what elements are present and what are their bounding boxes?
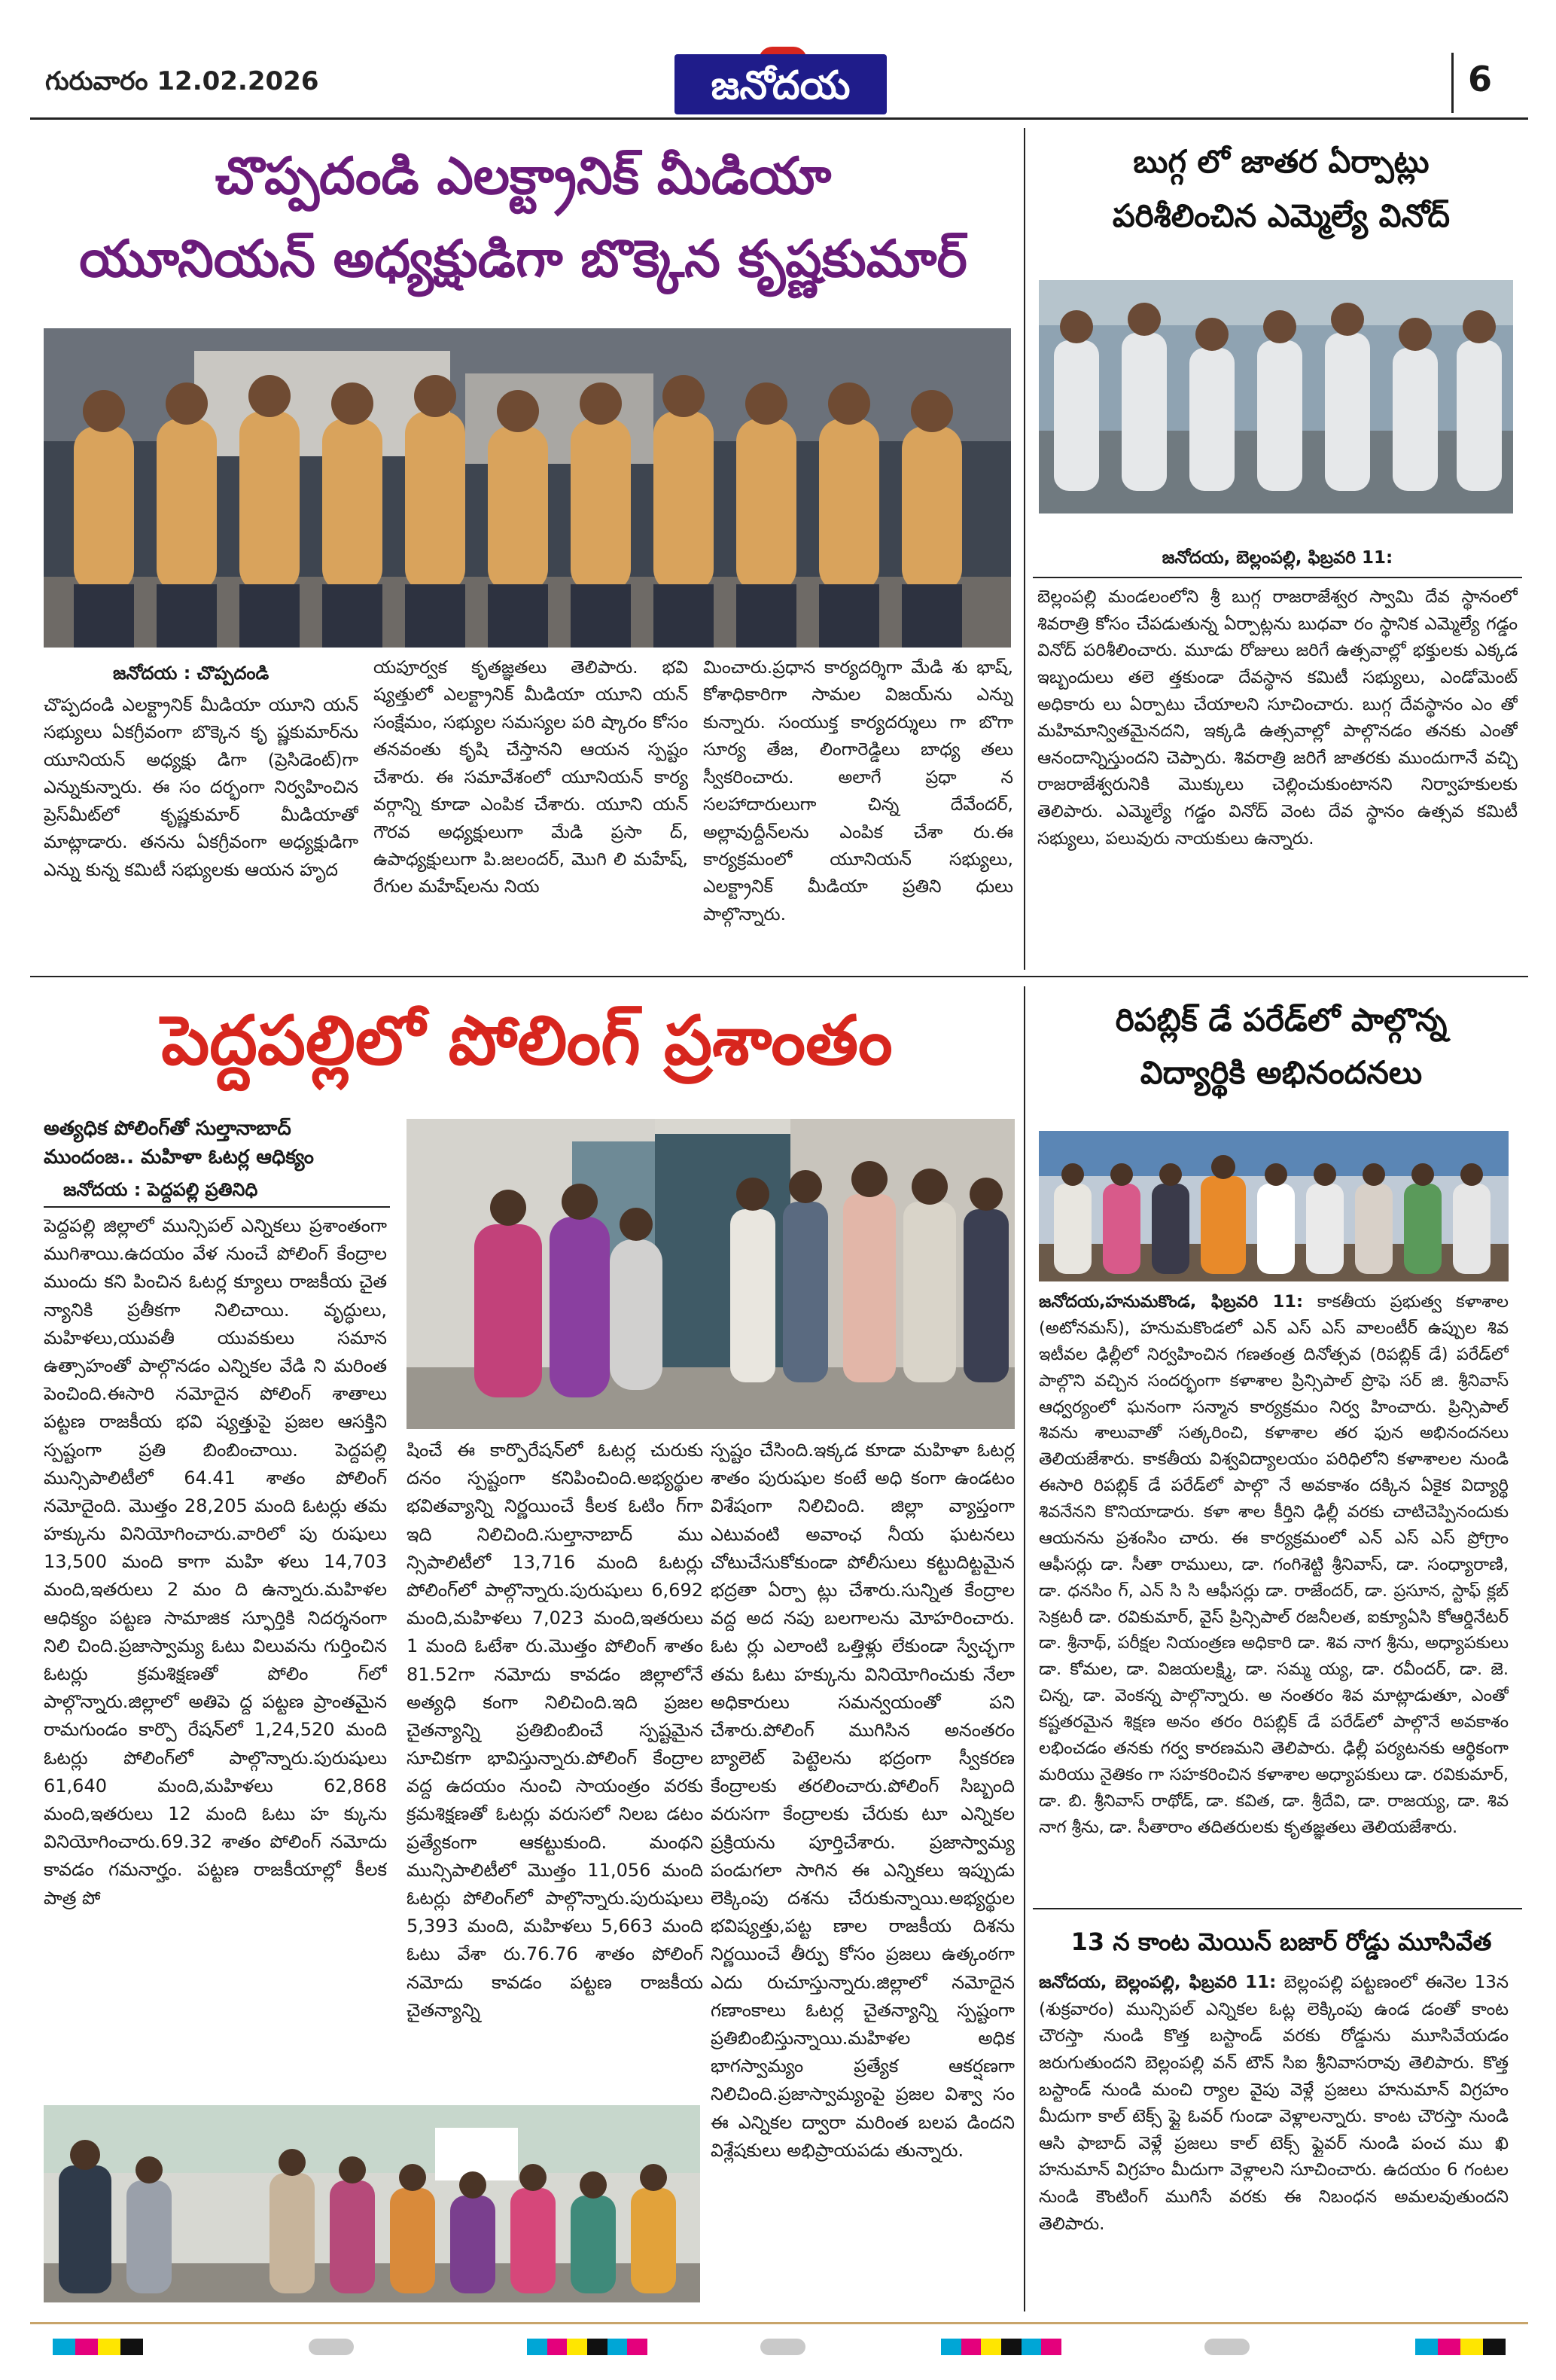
felicitation-image (1039, 1131, 1509, 1281)
story4-headline-line1: రిపబ్లిక్ డే పరేడ్‌లో పాల్గొన్న (1115, 1001, 1448, 1038)
story4-body (1039, 1289, 1509, 1897)
footer-rule (30, 2322, 1528, 2324)
story2-dateline: జనోదయ, బెల్లంపల్లి, ఫిబ్రవరి 11: (1162, 548, 1393, 568)
story3-dateline: జనోదయ : పెద్దపల్లి ప్రతినిధి (63, 1179, 258, 1200)
registration-bar-center-left (527, 2339, 647, 2355)
registration-bar-right (1415, 2339, 1506, 2355)
story4-photo (1039, 1131, 1509, 1281)
registration-mark-center-icon (760, 2339, 805, 2355)
page-number: 6 (1468, 59, 1493, 99)
story1-headline-line2: యూనియన్ అధ్యక్షుడిగా బొక్కెన కృష్ణకుమార్ (79, 230, 967, 289)
story2-body: బెల్లంపల్లి మండలంలోని శ్రీ బుగ్గ రాజరాజేశ్వర స్వామి దేవ స్థానంలో శివరాత్రి కోసం చేపడుతున్న ఏర్పాట్లను బుధవా రం స్థానిక ఎమ్మెల్యే గడ్డం వినోద్ పరిశీలించారు. మూడు రోజులు జరిగే ఉత్సవాల్లో భక్తులకు ఎక్కడ ఇబ్బందులు తలె త్తకుండా దేవస్థాన కమిటీ సభ్యులు, ఎండోమెంట్ అధికారు లు ఏర్పాటు చేయాలని సూచించారు. బుగ్గ దేవస్థానం ఎం తో మహిమాన్వితమైనదని, ఇక్కడి ఉత్సవాల్లో పాల్గొనడం తనకు ఎంతో ఆనందాన్నిస్తుందని చెప్పారు. శివరాత్రి జరిగే జాతరకు ముందుగానే వచ్చి రాజరాజేశ్వరునికి మొక్కులు చెల్లించుకుంటానని నిర్వాహకులకు తెలిపారు. ఎమ్మెల్యే గడ్డం వినోద్ వెంట దేవ స్థానం ఉత్సవ కమిటీ సభ్యులు, పలువురు నాయకులు ఉన్నారు. (1037, 587, 1518, 849)
polling-queue-image (407, 1119, 1015, 1429)
story2-photo (1039, 280, 1513, 513)
page-number-divider (1451, 53, 1454, 113)
story5-dateline: జనోదయ, బెల్లంపల్లి, ఫిబ్రవరి 11: (1039, 1973, 1277, 1992)
temple-visit-image (1039, 280, 1513, 513)
story2-rule (1033, 577, 1522, 578)
header-rule (30, 117, 1528, 120)
registration-bar-left (53, 2339, 143, 2355)
story2-headline-line1: బుగ్గ లో జాతర ఏర్పాట్లు (1133, 143, 1430, 180)
story3-polling-photo (407, 1119, 1015, 1429)
story5-body (1039, 1970, 1509, 2308)
story1-col1: చొప్పదండి ఎలక్ట్రానిక్ మీడియా యూని యన్ సభ్యులు ఏకగ్రీవంగా బొక్కెన కృ ష్ణకుమార్‌ను యూనియన్ అధ్యక్షు డిగా (ప్రెసిడెంట్)గా ఎన్నుకున్నారు. ఈ సం దర్భంగా నిర్వహించిన ప్రెస్‌మీట్‌లో కృష్ణకుమార్ మీడియాతో మాట్లాడారు. తనను ఏకగ్రీవంగా అధ్యక్షుడిగా ఎన్ను కున్న కమిటీ సభ్యులకు ఆయన హృద (44, 694, 358, 880)
story2-headline-line2: పరిశీలించిన ఎమ్మెల్యే వినోద్ (1112, 197, 1451, 234)
story5-top-rule (1033, 1908, 1522, 1909)
registration-bar-center-right (941, 2339, 1061, 2355)
story4-dateline: జనోదయ,హనుమకొండ, ఫిబ్రవరి 11: (1039, 1292, 1303, 1312)
story1-photo (44, 328, 1011, 648)
story3-col3: స్పష్టం చేసింది.ఇక్కడ కూడా మహిళా ఓటర్ల శాతం పురుషుల కంటే అధి కంగా ఉండటం విశేషంగా నిలిచింది. జిల్లా వ్యాప్తంగా ఎటువంటి అవాంఛ నీయ ఘటనలు చోటుచేసుకోకుండా పోలీసులు కట్టుదిట్టమైన భద్రతా ఏర్పా ట్లు చేశారు.సున్నిత కేంద్రాల వద్ద అద నపు బలగాలను మోహరించారు. ఓట ర్లు ఎలాంటి ఒత్తిళ్లు లేకుండా స్వేచ్ఛగా తమ ఓటు హక్కును వినియోగించుకు నేలా అధికారులు సమన్వయంతో పని చేశారు.పోలింగ్ ముగిసిన అనంతరం బ్యాలెట్ పెట్టెలను భద్రంగా స్వీకరణ కేంద్రాలకు తరలించారు.పోలింగ్ సిబ్బంది వరుసగా కేంద్రాలకు చేరుకు టూ ఎన్నికల ప్రక్రియను పూర్తిచేశారు. ప్రజాస్వామ్య పండుగలా సాగిన ఈ ఎన్నికలు ఇప్పుడు లెక్కింపు దశను చేరుకున్నాయి.అభ్యర్థుల భవిష్యత్తు,పట్ట ణాల రాజకీయ దిశను నిర్ణయించే తీర్పు కోసం ప్రజలు ఉత్కంఠగా ఎదు రుచూస్తున్నారు.జిల్లాలో నమోదైన గణాంకాలు ఓటర్ల చైతన్యాన్ని స్పష్టంగా ప్రతిబింబిస్తున్నాయి.మహిళల అధిక భాగస్వామ్యం ప్రత్యేక ఆకర్షణగా నిలిచింది.ప్రజాస్వామ్యంపై ప్రజల విశ్వా సం ఈ ఎన్నికల ద్వారా మరింత బలప డిందని విశ్లేషకులు అభిప్రాయపడు తున్నారు. (711, 1440, 1015, 2161)
story1-col2: యపూర్వక కృతజ్ఞతలు తెలిపారు. భవి ష్యత్తులో ఎలక్ట్రానిక్ మీడియా యూని యన్ సంక్షేమం, సభ్యుల సమస్యల పరి ష్కారం కోసం తనవంతు కృషి చేస్తానని ఆయన స్పష్టం చేశారు. ఈ సమావేశంలో యూనియన్ కార్య వర్గాన్ని కూడా ఎంపిక చేశారు. యూని యన్ గౌరవ అధ్యక్షులుగా మేడి ప్రసా ద్, ఉపాధ్యక్షులుగా పి.జలందర్, మొగి లి మహేష్, రేగుల మహేష్‌లను నియ (373, 657, 688, 897)
story5-body-text: బెల్లంపల్లి పట్టణంలో ఈనెల 13న (శుక్రవారం) మున్సిపల్ ఎన్నికల ఓట్ల లెక్కింపు ఉండ డంతో కాంట చౌరస్తా నుండి కొత్త బస్టాండ్ వరకు రోడ్డును మూసివేయడం జరుగుతుందని బెల్లంపల్లి వన్ టౌన్ సిఐ శ్రీనివాసరావు తెలిపారు. కొత్త బస్టాండ్ నుండి మంచి ర్యాల వైపు వెళ్లే ప్రజలు హనుమాన్ విగ్రహం మీదుగా కాల్ టెక్స్ ఫ్లై ఓవర్ గుండా వెళ్లాలన్నారు. కాంట చౌరస్తా నుండి ఆసి ఫాబాద్ వెళ్లే ప్రజలు కాల్ టెక్స్ ఫ్లైవర్ నుండి పంచ ము ఖి హనుమాన్ విగ్రహం మీదుగా వెళ్లాలని సూచించారు. ఉదయం 6 గంటల నుండి కౌంటింగ్ ముగిసే వరకు ఈ నిబంధన అమలవుతుందని తెలిపారు. (1039, 1973, 1509, 2234)
registration-mark-icon (309, 2339, 354, 2355)
column-divider-bottom (1024, 986, 1025, 2311)
story3-kicker-line1: అత్యధిక పోలింగ్‌తో సుల్తానాబాద్ (44, 1117, 291, 1140)
story4-body-text: కాకతీయ ప్రభుత్వ కళాశాల (అటోనమస్), హనుమకొండలో ఎన్ ఎస్ ఎస్ వాలంటీర్ ఉప్పుల శివ ఇటీవల ఢిల్లీలో నిర్వహించిన గణతంత్ర దినోత్సవ (రిపబ్లిక్ డే) పరేడ్‌లో పాల్గొని వచ్చిన సందర్భంగా కళాశాల ప్రిన్సిపాల్ ప్రొఫె సర్ జి. శ్రీనివాస్ ఆధ్వర్యంలో ఘనంగా సన్మాన కార్యక్రమం నిర్వ హించారు. ప్రిన్సిపాల్ శివను శాలువాతో సత్కరించి, కళాశాల తర ఫున అభినందనలు తెలియజేశారు. కాకతీయ విశ్వవిద్యాలయం పరిధిలోని కళాశాలల నుండి ఈసారి రిపబ్లిక్ డే పరేడ్‌లో పాల్గొ నే అవకాశం దక్కిన ఏకైక విద్యార్థి శివనేనని కొనియాడారు. కళా శాల కీర్తిని ఢిల్లీ వరకు చాటిచెప్పినందుకు ఆయనను ప్రశంసిం చారు. ఈ కార్యక్రమంలో ఎన్ ఎస్ ఎస్ ప్రోగ్రాం ఆఫీసర్లు డా. సీతా రాములు, డా. గంగిశెట్టి శ్రీనివాస్, డా. సంధ్యారాణి, డా. ధనసిం గ్, ఎన్ సి సి ఆఫీసర్లు డా. రాజేందర్, డా. ప్రసూన, స్టాఫ్ క్లబ్ సెక్రటరీ డా. రవికుమార్, వైస్ ప్రిన్సిపాల్ రజనీలత, ఐక్యూఏసి కోఆర్డినేటర్ డా. శ్రీనాథ్, పరీక్షల నియంత్రణ అధికారి డా. శివ నాగ శ్రీను, అధ్యాపకులు డా. కోమల, డా. విజయలక్ష్మి, డా. సమ్మ య్య, డా. రవీందర్, డా. జె. చిన్న, డా. వెంకన్న పాల్గొన్నారు. అ నంతరం శివ మాట్లాడుతూ, ఎంతో కష్టతరమైన శిక్షణ అనం తరం రిపబ్లిక్ డే పరేడ్‌లో పాల్గొనే అవకాశం లభించడం తనకు గర్వ కారణమని తెలిపారు. ఢిల్లీ పర్యటనకు ఆర్థికంగా మరియు నైతికం గా సహకరించిన కళాశాల అధ్యాపకులు డా. రవికుమార్, డా. బి. శ్రీనివాస్ రాథోడ్, డా. కవిత, డా. శ్రీదేవి, డా. రాజయ్య, డా. శివ నాగ శ్రీను, డా. సీతారాం తదితరులకు కృతజ్ఞతలు తెలియజేశారు. (1039, 1292, 1509, 1837)
story5-headline: 13 న కాంట మెయిన్ బజార్ రోడ్డు మూసివేత (1070, 1927, 1492, 1956)
story3-col2: షించే ఈ కార్పొరేషన్‌లో ఓటర్ల చురుకు దనం స్పష్టంగా కనిపించింది.అభ్యర్థుల భవితవ్యాన్ని నిర్ణయించే కీలక ఓటిం గ్‌గా ఇది నిలిచింది.సుల్తానాబాద్ ము న్సిపాలిటీలో 13,716 మంది ఓటర్లు పోలింగ్‌లో పాల్గొన్నారు.పురుషులు 6,692 మంది,మహిళలు 7,023 మంది,ఇతరులు 1 మంది ఓటేశా రు.మొత్తం పోలింగ్ శాతం 81.52గా నమోదు కావడం జిల్లాలోనే అత్యధి కంగా నిలిచింది.ఇది ప్రజల చైతన్యాన్ని ప్రతిబింబించే స్పష్టమైన సూచికగా భావిస్తున్నారు.పోలింగ్ కేంద్రాల వద్ద ఉదయం నుంచి సాయంత్రం వరకు క్రమశిక్షణతో ఓటర్లు వరుసలో నిలబ డటం ప్రత్యేకంగా ఆకట్టుకుంది. మంథని మున్సిపాలిటీలో మొత్తం 11,056 మంది ఓటర్లు పోలింగ్‌లో పాల్గొన్నారు.పురుషులు 5,393 మంది, మహిళలు 5,663 మంది ఓటు వేశా రు.76.76 శాతం పోలింగ్ నమోదు కావడం పట్టణ రాజకీయ చైతన్యాన్ని (407, 1440, 703, 2021)
story3-headline: పెద్దపల్లిలో పోలింగ్ ప్రశాంతం (161, 1001, 893, 1080)
story1-col3: మించారు.ప్రధాన కార్యదర్శిగా మేడి శు భాష్, కోశాధికారిగా సామల విజయ్‌ను ఎన్ను కున్నారు. సంయుక్త కార్యదర్శులు గా బొగా సూర్య తేజ, లింగారెడ్డిలు బాధ్య తలు స్వీకరించారు. అలాగే ప్రధా న సలహాదారులుగా చిన్న దేవేందర్, అల్లావుద్దీన్‌లను ఎంపిక చేశా రు.ఈ కార్యక్రమంలో యూనియన్ సభ్యులు, ఎలక్ట్రానిక్ మీడియా ప్రతిని ధులు పాల్గొన్నారు. (703, 657, 1013, 925)
voters-line-image (44, 2105, 700, 2302)
story4-headline-line2: విద్యార్థికి అభినందనలు (1140, 1054, 1423, 1091)
story3-kicker-line2: ముందంజ.. మహిళా ఓటర్ల ఆధిక్యం (44, 1146, 314, 1169)
header-date: గురువారం 12.02.2026 (45, 66, 319, 96)
story1-headline-line1: చొప్పదండి ఎలక్ట్రానిక్ మీడియా (215, 147, 832, 206)
registration-mark-right-icon (1204, 2339, 1250, 2355)
story3-queue-photo (44, 2105, 700, 2302)
section-rule (30, 976, 1528, 977)
story3-col1: పెద్దపల్లి జిల్లాలో మున్సిపల్ ఎన్నికలు ప్రశాంతంగా ముగిశాయి.ఉదయం వేళ నుంచే పోలింగ్ కేంద్రాల ముందు కని పించిన ఓటర్ల క్యూలు రాజకీయ చైత న్యానికి ప్రతీకగా నిలిచాయి. వృద్ధులు, మహిళలు,యువతీ యువకులు సమాన ఉత్సాహంతో పాల్గొనడం ఎన్నికల వేడి ని మరింత పెంచింది.ఈసారి నమోదైన పోలింగ్ శాతాలు పట్టణ రాజకీయ భవి ష్యత్తుపై ప్రజల ఆసక్తిని స్పష్టంగా ప్రతి బింబించాయి. పెద్దపల్లి మున్సిపాలిటీలో 64.41 శాతం పోలింగ్ నమోదైంది. మొత్తం 28,205 మంది ఓటర్లు తమ హక్కును వినియోగించారు.వారిలో పు రుషులు 13,500 మంది కాగా మహి ళలు 14,703 మంది,ఇతరులు 2 మం ది ఉన్నారు.మహిళల ఆధిక్యం పట్టణ సామాజిక స్ఫూర్తికి నిదర్శనంగా నిలి చింది.ప్రజాస్వామ్య ఓటు విలువను గుర్తించిన ఓటర్లు క్రమశిక్షణతో పోలిం గ్‌లో పాల్గొన్నారు.జిల్లాలో అతిపె ద్ద పట్టణ ప్రాంతమైన రామగుండం కార్పొ రేషన్‌లో 1,24,520 మంది ఓటర్లు పోలింగ్‌లో పాల్గొన్నారు.పురుషులు 61,640 మంది,మహిళలు 62,868 మంది,ఇతరులు 12 మంది ఓటు హ క్కును వినియోగించారు.69.32 శాతం పోలింగ్ నమోదు కావడం గమనార్హం. పట్టణ రాజకీయాల్లో కీలక పాత్ర పో (44, 1215, 387, 1909)
masthead-logo: జనోదయ (674, 54, 887, 114)
group-photo-image (44, 328, 1011, 648)
story1-dateline: జనోదయ : చొప్పదండి (113, 663, 269, 684)
story3-dateline-rule (44, 1206, 390, 1208)
column-divider-top (1024, 128, 1025, 970)
